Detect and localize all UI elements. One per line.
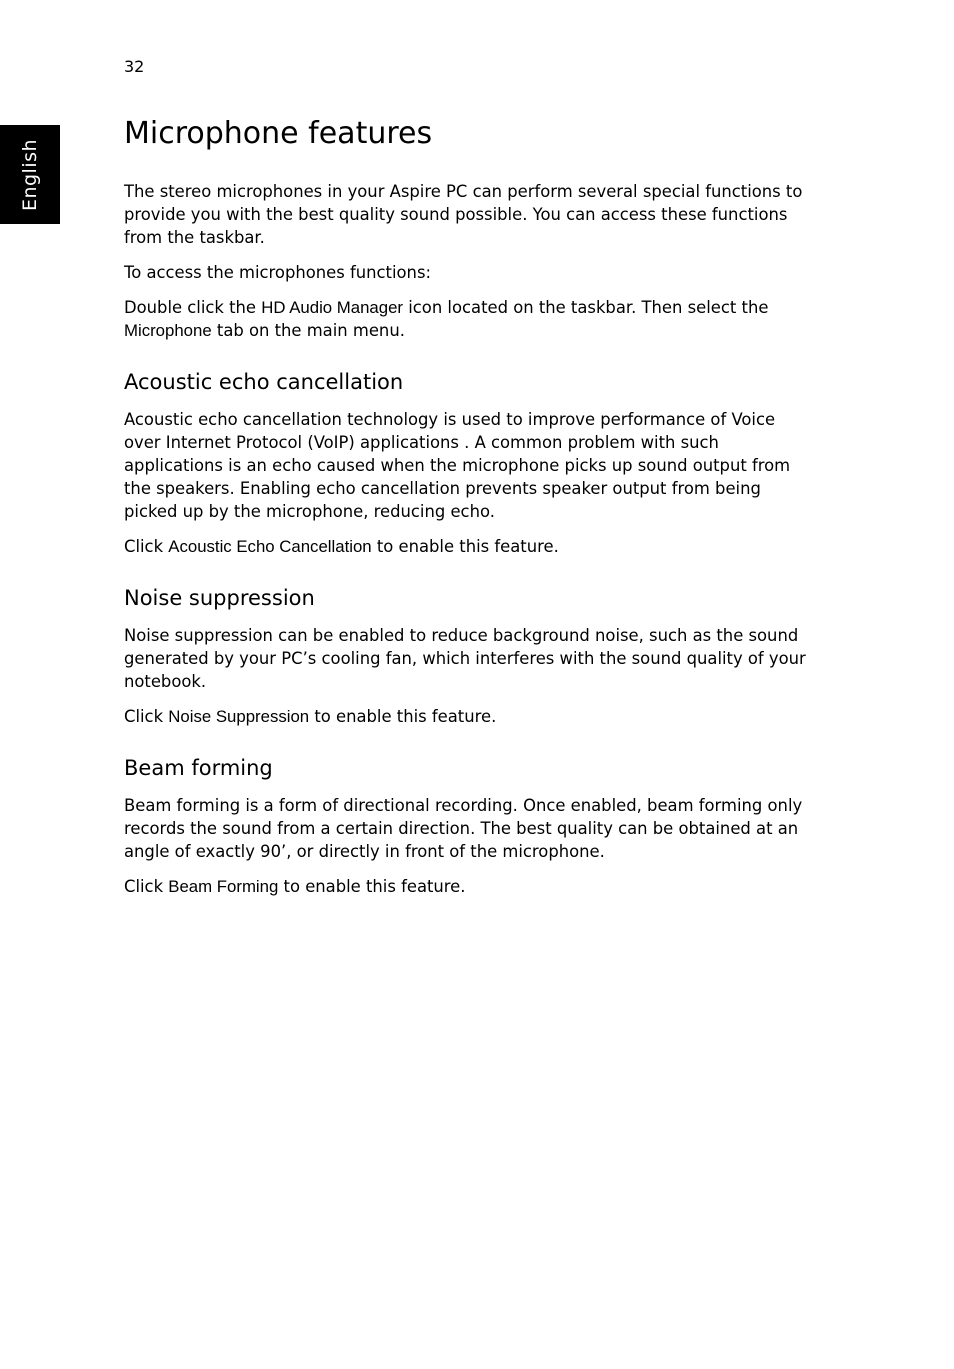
intro-instructions-paragraph (124, 296, 814, 342)
intro-instructions-text: Double click the (124, 298, 262, 317)
intro-paragraph: The stereo microphones in your Aspire PC can perform several special functions to provide you with the best quality sound possible. You can access these functions from the taskbar. (124, 182, 803, 247)
language-side-tab-label: English (19, 138, 41, 211)
intro-access-paragraph: To access the microphones functions: (124, 263, 432, 282)
section-heading-noise-suppression: Noise suppression (124, 586, 315, 610)
beam-forming-term: Beam Forming (168, 877, 279, 896)
instruction-text: to enable this feature. (309, 707, 497, 726)
page-number: 32 (124, 57, 145, 76)
instruction-text: to enable this feature. (371, 537, 559, 556)
section-body-beam-forming: Beam forming is a form of directional recording. Once enabled, beam forming only records the sound from a certain direction. The best quality can be obtained at an angle of exactly 90’, or directly in front of the microphone. (124, 796, 803, 861)
page-content (124, 112, 814, 910)
noise-suppression-term: Noise Suppression (168, 707, 310, 726)
section-instruction-noise-suppression (124, 705, 814, 728)
instruction-text: Click (124, 537, 169, 556)
page-title: Microphone features (124, 116, 433, 151)
instruction-text: Click (124, 707, 169, 726)
hd-audio-manager-term: HD Audio Manager (261, 298, 404, 317)
section-body-noise-suppression: Noise suppression can be enabled to reduce background noise, such as the sound generated by your PC’s cooling fan, which interferes with the sound quality of your notebook. (124, 626, 806, 691)
section-instruction-acoustic-echo (124, 535, 814, 558)
language-side-tab (0, 125, 60, 224)
acoustic-echo-cancellation-term: Acoustic Echo Cancellation (168, 537, 372, 556)
section-instruction-beam-forming (124, 875, 814, 898)
intro-instructions-text: icon located on the taskbar. Then select the (403, 298, 769, 317)
microphone-tab-term: Microphone (124, 321, 212, 340)
intro-instructions-text: tab on the main menu. (211, 321, 405, 340)
section-body-acoustic-echo: Acoustic echo cancellation technology is used to improve performance of Voice over Internet Protocol (VoIP) applications . A common problem with such applications is an echo caused when the microphone picks up sound output from the speakers. Enabling echo cancellation prevents speaker output from being picked up by the microphone, reducing echo. (124, 410, 791, 521)
section-heading-beam-forming: Beam forming (124, 756, 273, 780)
section-heading-acoustic-echo: Acoustic echo cancellation (124, 370, 404, 394)
instruction-text: Click (124, 877, 169, 896)
instruction-text: to enable this feature. (278, 877, 466, 896)
